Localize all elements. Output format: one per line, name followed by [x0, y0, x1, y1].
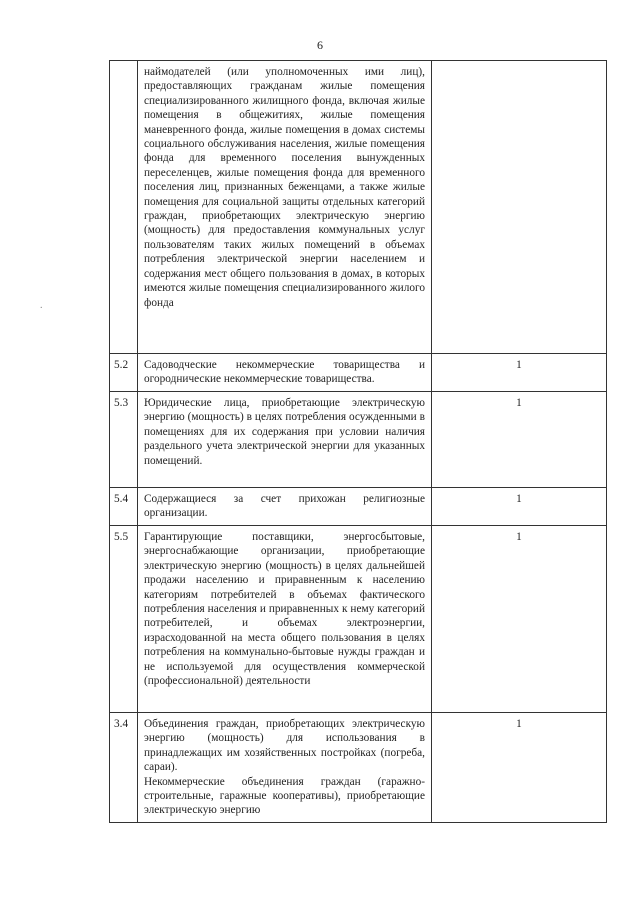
page-number: 6	[317, 38, 323, 52]
margin-mark: .	[40, 300, 43, 311]
row-value-cell	[432, 61, 607, 354]
table-row	[110, 392, 607, 488]
row-description-cell: Гарантирующие поставщики, энергосбытовые, энергоснабжающие организации, приобретающие электрическую энергию (мощность) в целях дальнейшей продажи населению и приравненным к населению категориям потребителей в объемах фактического потребления населения и приравненных к нему категорий потребителей, и объемах электроэнергии, израсходованной на места общего пользования в целях потребления на коммунально-бытовые нужды граждан и не используемой для осуществления коммерческой (профессиональной) деятельности	[138, 526, 432, 713]
row-description-cell	[138, 713, 432, 823]
row-description-cell: Садоводческие некоммерческие товарищества и огороднические некоммерческие товарищества.	[138, 354, 432, 392]
row-value-cell: 1	[432, 713, 607, 823]
table-row	[110, 488, 607, 526]
table-row	[110, 354, 607, 392]
row-description-paragraph: Объединения граждан, приобретающих электрическую энергию (мощность) для использования в принадлежащих им хозяйственных постройках (погреба, сараи).	[144, 718, 425, 774]
tariff-table	[109, 60, 607, 823]
table-row	[110, 61, 607, 354]
row-description-cell: Содержащиеся за счет прихожан религиозные организации.	[138, 488, 432, 526]
row-number-cell: 5.5	[110, 526, 138, 713]
row-description-cell: Юридические лица, приобретающие электрическую энергию (мощность) в целях потребления осужденными в помещениях для их содержания при условии наличия раздельного учета электрической энергии для указанных помещений.	[138, 392, 432, 488]
table-row	[110, 526, 607, 713]
row-number-cell: 5.2	[110, 354, 138, 392]
row-number-cell	[110, 61, 138, 354]
table-row	[110, 713, 607, 823]
row-number-cell: 5.3	[110, 392, 138, 488]
row-value-cell: 1	[432, 526, 607, 713]
row-number-cell: 3.4	[110, 713, 138, 823]
row-value-cell: 1	[432, 354, 607, 392]
row-description-paragraph: Некоммерческие объединения граждан (гаражно-строительные, гаражные кооперативы), приобретающие электрическую энергию	[144, 775, 425, 817]
row-description-cell: наймодателей (или уполномоченных ими лиц), предоставляющих гражданам жилые помещения специализированного жилищного фонда, включая жилые помещения в общежитиях, жилые помещения маневренного фонда, жилые помещения в домах системы социального обслуживания населения, жилые помещения фонда для временного поселения вынужденных переселенцев, жилые помещения фонда для временного поселения лиц, признанных беженцами, а также жилые помещения для социальной защиты отдельных категорий граждан, приобретающих электрическую энергию (мощность) для предоставления коммунальных услуг пользователям таких жилых помещений в объемах потребления электрической энергии населением и содержания мест общего пользования в домах, в которых имеются жилые помещения специализированного жилого фонда	[138, 61, 432, 354]
row-value-cell: 1	[432, 488, 607, 526]
row-value-cell: 1	[432, 392, 607, 488]
row-number-cell: 5.4	[110, 488, 138, 526]
